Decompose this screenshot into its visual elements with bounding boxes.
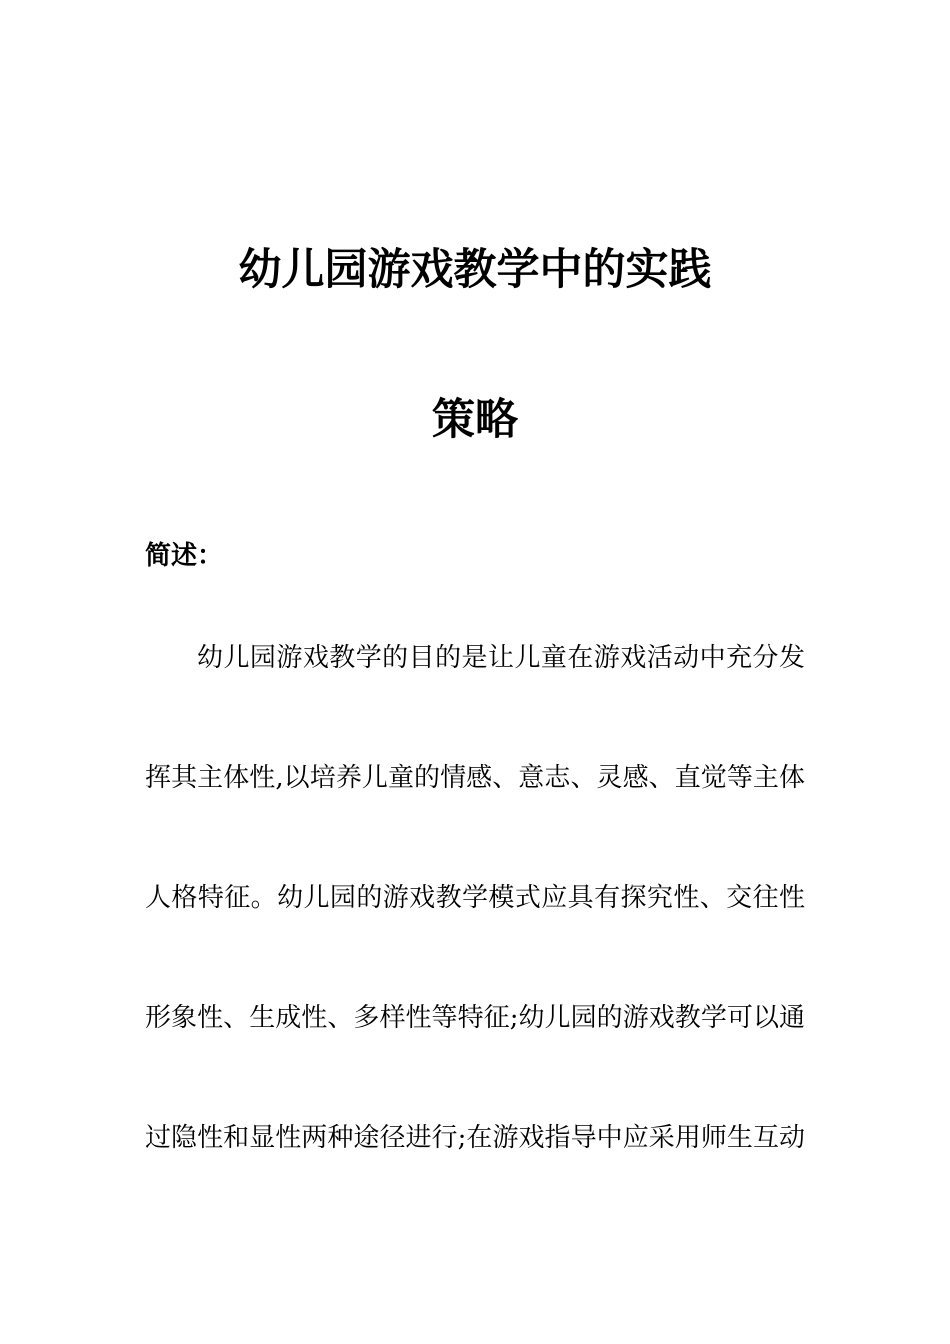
abstract-text-line-2: 挥其主体性,以培养儿童的情感、意志、灵感、直觉等主体 (145, 763, 805, 793)
abstract-text-line-5: 过隐性和显性两种途径进行;在游戏指导中应采用师生互动 (145, 1123, 805, 1153)
abstract-text-line-1: 幼儿园游戏教学的目的是让儿童在游戏活动中充分发 (197, 643, 805, 673)
document-title-line-2: 策略 (432, 395, 518, 445)
abstract-text-line-3: 人格特征。幼儿园的游戏教学模式应具有探究性、交往性 (145, 883, 805, 913)
document-title-line-1: 幼儿园游戏教学中的实践 (238, 245, 712, 295)
abstract-text-line-4: 形象性、生成性、多样性等特征;幼儿园的游戏教学可以通 (145, 1003, 805, 1033)
abstract-heading: 简述： (145, 541, 224, 571)
